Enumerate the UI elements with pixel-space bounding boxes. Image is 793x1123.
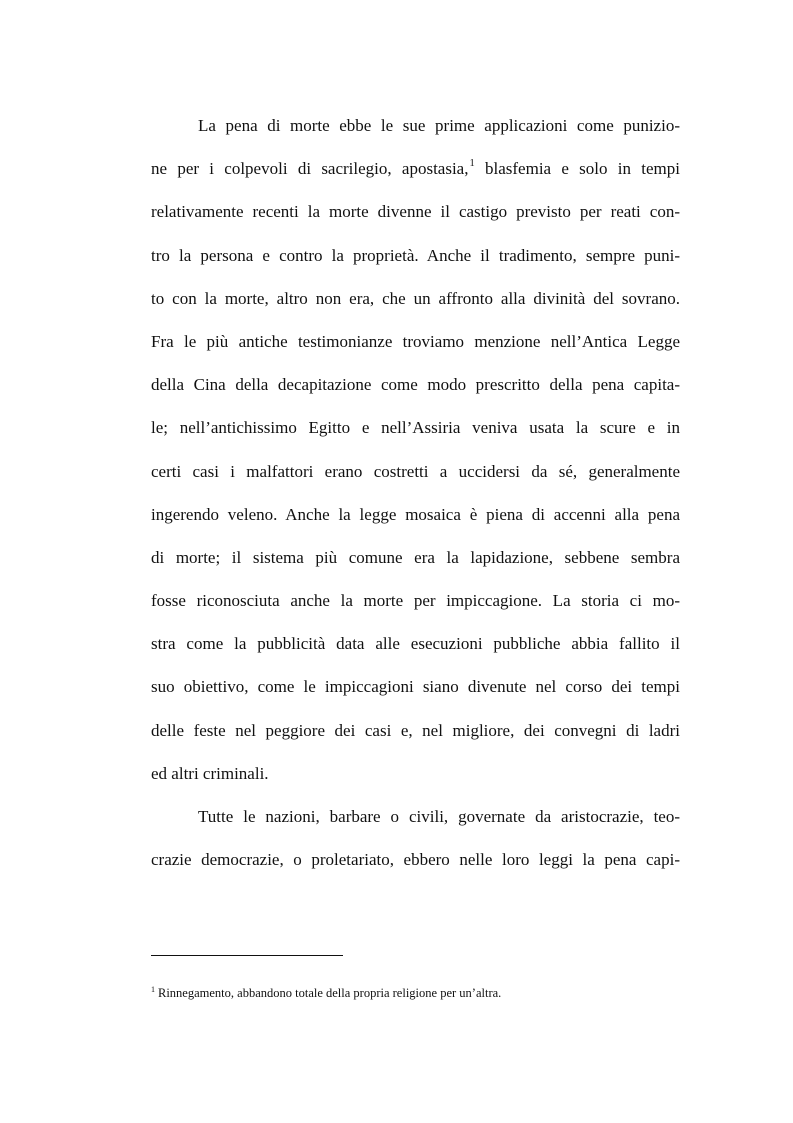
text-line: certi casi i malfattori erano costretti a uccidersi da sé, generalmente (151, 461, 680, 481)
footnote (151, 985, 680, 1001)
text-line: delle feste nel peggiore dei casi e, nel migliore, dei convegni di ladri (151, 720, 680, 740)
text-line: Fra le più antiche testimonianze troviamo menzione nell’Antica Legge (151, 331, 680, 351)
text-line: le; nell’antichissimo Egitto e nell’Assiria veniva usata la scure e in (151, 418, 680, 438)
text-line: suo obiettivo, come le impiccagioni siano divenute nel corso dei tempi (151, 677, 680, 697)
text-line: stra come la pubblicità data alle esecuzioni pubbliche abbia fallito il (151, 634, 680, 654)
text-line: ingerendo veleno. Anche la legge mosaica è piena di accenni alla pena (151, 504, 680, 524)
text-line: fosse riconosciuta anche la morte per impiccagione. La storia ci mo- (151, 591, 680, 611)
text-segment: ne per i colpevoli di sacrilegio, apostasia, (151, 159, 469, 179)
text-line: Tutte le nazioni, barbare o civili, governate da aristocrazie, teo- (198, 807, 680, 826)
text-line: crazie democrazie, o proletariato, ebbero nelle loro leggi la pena capi- (151, 850, 680, 870)
text-line: ed altri criminali. (151, 763, 269, 783)
text-line: di morte; il sistema più comune era la lapidazione, sebbene sembra (151, 547, 680, 567)
paragraph-2 (151, 799, 680, 885)
body-text (151, 108, 680, 885)
text-segment: blasfemia e solo in tempi (474, 159, 680, 179)
text-line: della Cina della decapitazione come modo prescritto della pena capita- (151, 375, 680, 395)
footnote-reference[interactable]: 1 (469, 158, 475, 170)
footnote-number: 1 (151, 985, 155, 994)
footnote-text: Rinnegamento, abbandono totale della propria religione per un’altra. (158, 986, 502, 1000)
footnote-separator (151, 955, 343, 956)
text-line: La pena di morte ebbe le sue prime applicazioni come punizio- (198, 116, 680, 135)
text-line (151, 151, 680, 194)
paragraph-1 (151, 108, 680, 799)
text-line: relativamente recenti la morte divenne il castigo previsto per reati con- (151, 202, 680, 222)
text-line: tro la persona e contro la proprietà. Anche il tradimento, sempre puni- (151, 245, 680, 265)
text-line: to con la morte, altro non era, che un affronto alla divinità del sovrano. (151, 288, 680, 308)
